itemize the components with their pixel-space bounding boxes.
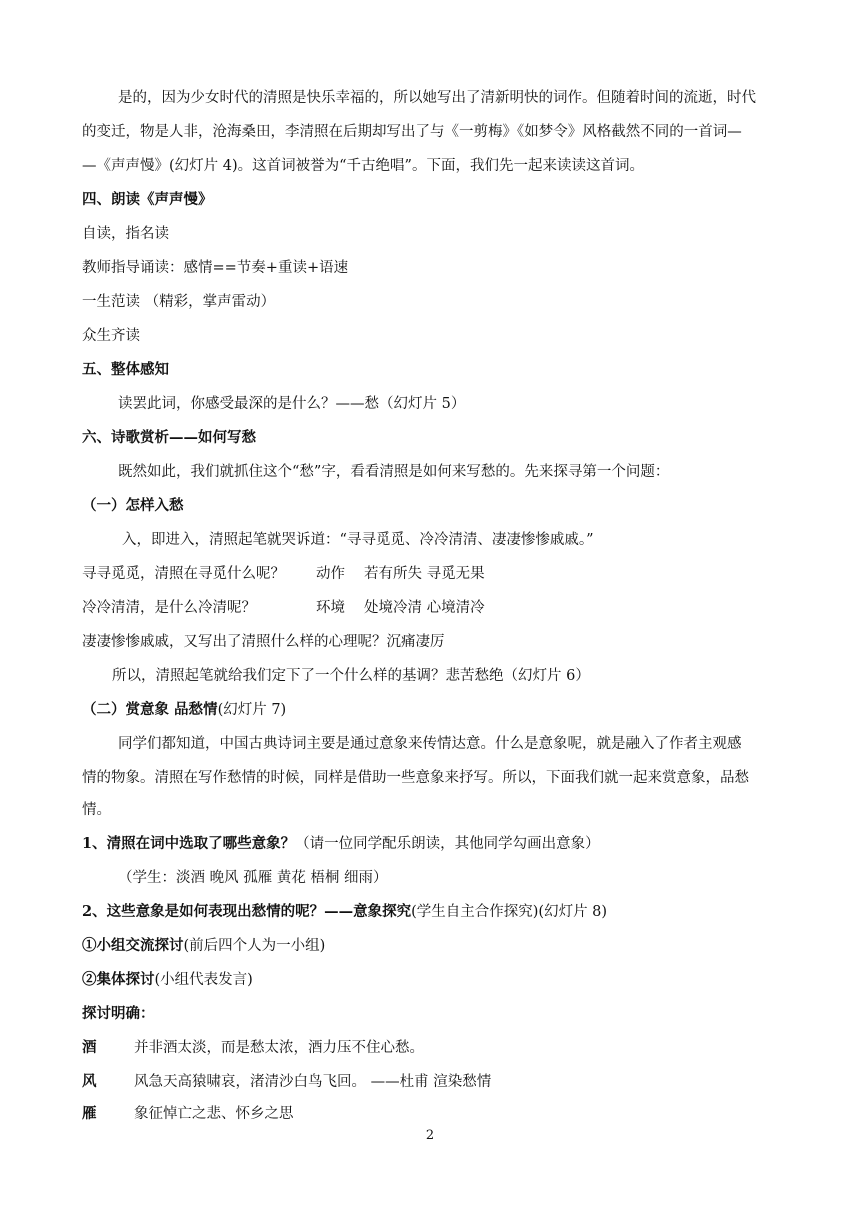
imagery-definition: 并非酒太淡，而是愁太浓，酒力压不住心愁。 — [134, 1040, 424, 1056]
step-2-note: (小组代表发言) — [154, 972, 253, 988]
page-number: 2 — [425, 1128, 435, 1143]
step-1-note: (前后四个人为一小组) — [183, 938, 326, 954]
item-1-note: （请一位同学配乐朗读，其他同学勾画出意象） — [295, 836, 600, 852]
step-2-title: ②集体探讨 — [82, 971, 155, 988]
subsection-2-note: (幻灯片 7) — [217, 702, 287, 718]
s4-line-2: 教师指导诵读：感情==节奏+重读+语速 — [82, 260, 349, 276]
item-2-question: 2、这些意象是如何表现出愁情的呢？——意象探究 — [82, 903, 412, 920]
imagery-term: 风 — [82, 1073, 97, 1090]
s6-line-1: 既然如此，我们就抓住这个“愁”字，看看清照是如何来写愁的。先来探寻第一个问题： — [118, 464, 670, 480]
q2-question: 冷冷清清，是什么冷清呢？ — [82, 600, 256, 616]
imagery-definition: 象征悼亡之悲、怀乡之思 — [134, 1106, 294, 1122]
item-1-answer: （学生：淡酒 晚风 孤雁 黄花 梧桐 细雨） — [118, 870, 388, 886]
intro-line-3: —《声声慢》(幻灯片 4)。这首词被誉为“千古绝唱”。下面，我们先一起来读读这首词。 — [82, 158, 644, 174]
item-1-question: 1、清照在词中选取了哪些意象？ — [82, 835, 296, 852]
q1-question: 寻寻觅觅，清照在寻觅什么呢？ — [82, 566, 285, 582]
s6-intro-quote: 入，即进入，清照起笔就哭诉道：“寻寻觅觅、冷冷清清、凄凄惨惨戚戚。” — [122, 532, 594, 548]
intro-line-1: 是的，因为少女时代的清照是快乐幸福的，所以她写出了清新明快的词作。但随着时间的流逝，时代 — [118, 90, 756, 106]
imagery-term: 雁 — [82, 1105, 97, 1122]
item-2 — [82, 902, 607, 922]
q3-line: 凄凄惨惨戚戚，又写出了清照什么样的心理呢？沉痛凄厉 — [82, 634, 445, 650]
step-1 — [82, 936, 325, 956]
clarify-heading: 探讨明确： — [82, 1005, 155, 1022]
s4-line-4: 众生齐读 — [82, 328, 140, 344]
s4-line-1: 自读，指名读 — [82, 226, 169, 242]
section-6-heading: 六、诗歌赏析——如何写愁 — [82, 429, 256, 446]
subsection-1-heading: （一）怎样入愁 — [82, 497, 184, 514]
q4-line: 所以，清照起笔就给我们定下了一个什么样的基调？悲苦愁绝（幻灯片 6） — [112, 668, 590, 684]
imagery-definition: 风急天高猿啸哀，渚清沙白鸟飞回。 ——杜甫 渲染愁情 — [134, 1074, 492, 1090]
para-line-1: 同学们都知道，中国古典诗词主要是通过意象来传情达意。什么是意象呢，就是融入了作者主观感 — [118, 736, 742, 752]
q1-answer: 若有所失 寻觅无果 — [364, 566, 485, 582]
item-2-note: (学生自主合作探究)(幻灯片 8) — [411, 904, 608, 920]
section-4-heading: 四、朗读《声声慢》 — [82, 191, 213, 208]
intro-line-2: 的变迁，物是人非，沧海桑田，李清照在后期却写出了与《一剪梅》《如梦令》风格截然不同的一首词— — [82, 124, 742, 140]
imagery-term: 酒 — [82, 1039, 97, 1056]
q2-answer: 处境冷清 心境清冷 — [364, 600, 485, 616]
item-1 — [82, 834, 600, 854]
subsection-2-heading — [82, 700, 286, 720]
s5-line-1: 读罢此词，你感受最深的是什么？——愁（幻灯片 5） — [118, 396, 466, 412]
step-1-title: ①小组交流探讨 — [82, 937, 184, 954]
q1-type: 动作 — [316, 566, 345, 582]
q1-row — [82, 564, 285, 584]
step-2 — [82, 970, 253, 990]
section-5-heading: 五、整体感知 — [82, 361, 169, 378]
para-line-2: 情的物象。清照在写作愁情的时候，同样是借助一些意象来抒写。所以，下面我们就一起来赏意象，品愁 — [82, 770, 749, 786]
q2-type: 环境 — [316, 600, 345, 616]
subsection-2-title: （二）赏意象 品愁情 — [82, 701, 218, 718]
s4-line-3: 一生范读 （精彩，掌声雷动） — [82, 294, 276, 310]
para-line-3: 情。 — [82, 802, 111, 818]
